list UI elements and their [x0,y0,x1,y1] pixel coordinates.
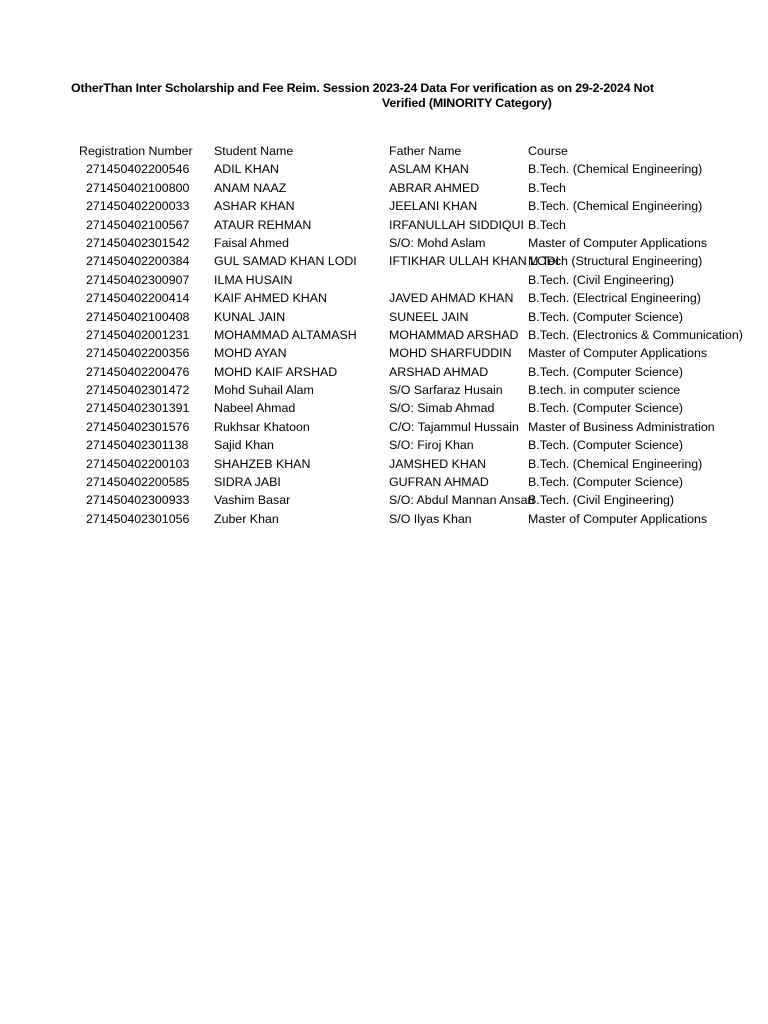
student-name-cell: ILMA HUSAIN [214,272,293,287]
course-cell: B.Tech. (Computer Science) [528,309,683,324]
registration-number-cell: 271450402200585 [86,475,190,490]
father-name-cell: S/O: Abdul Mannan Ansari [389,493,535,508]
registration-number-cell: 271450402300933 [86,493,190,508]
father-name-cell [389,271,526,289]
student-name-cell: Vashim Basar [214,493,291,508]
registration-number-cell: 271450402301138 [86,438,189,453]
table-row [0,234,708,252]
table-row [0,289,701,307]
table-row [0,473,683,491]
student-name-cell: KUNAL JAIN [214,309,286,324]
table-row [0,363,683,381]
student-name-cell: ANAM NAAZ [214,180,287,195]
father-name-cell: ARSHAD AHMAD [389,364,489,379]
registration-number-cell: 271450402200033 [86,199,190,214]
student-name-cell: Zuber Khan [214,511,279,526]
course-cell: B.Tech [528,180,566,195]
registration-number-cell: 271450402300907 [86,272,190,287]
course-cell: B.Tech. (Computer Science) [528,401,683,416]
father-name-cell: ASLAM KHAN [389,162,469,177]
father-name-cell: S/O: Simab Ahmad [389,401,495,416]
course-cell: B.Tech. (Electronics & Communication) [528,327,743,342]
student-table [0,142,743,528]
table-row [0,510,708,528]
registration-number-cell: 271450402200546 [86,162,190,177]
registration-number-cell: 271450402200356 [86,346,190,361]
registration-number-cell: 271450402301391 [86,401,190,416]
father-name-cell: JAVED AHMAD KHAN [389,291,514,306]
registration-number-cell: 271450402301576 [86,419,190,434]
registration-number-cell: 271450402100567 [86,217,190,232]
father-name-cell: JAMSHED KHAN [389,456,487,471]
student-name-cell: ASHAR KHAN [214,199,295,214]
course-cell: Master of Computer Applications [528,235,708,250]
document-title [0,80,768,114]
father-name-cell: MOHD SHARFUDDIN [389,346,512,361]
father-name-cell: JEELANI KHAN [389,199,478,214]
course-cell: B.Tech. (Chemical Engineering) [528,456,703,471]
student-name-cell: GUL SAMAD KHAN LODI [214,254,357,269]
title-line-1: OtherThan Inter Scholarship and Fee Reim. Session 2023-24 Data For verification as on 29-2-2024 Not [71,81,654,95]
student-name-cell: Sajid Khan [214,438,274,453]
table-row [0,197,703,215]
registration-number-cell: 271450402200103 [86,456,190,471]
registration-number-cell: 271450402200414 [86,291,190,306]
student-name-cell: ADIL KHAN [214,162,279,177]
course-cell: B.Tech. (Computer Science) [528,475,683,490]
course-cell: B.Tech. (Electrical Engineering) [528,291,701,306]
table-row [0,399,683,417]
father-name-cell: MOHAMMAD ARSHAD [389,327,519,342]
table-row [0,344,708,362]
student-name-cell: MOHD KAIF ARSHAD [214,364,338,379]
table-row [0,436,683,454]
course-cell: B.Tech. (Computer Science) [528,438,683,453]
course-cell: B.Tech [528,217,566,232]
table-row [0,308,683,326]
student-name-cell: Faisal Ahmed [214,235,290,250]
student-name-cell: Nabeel Ahmad [214,401,296,416]
student-name-cell: KAIF AHMED KHAN [214,291,327,306]
father-name-cell: IRFANULLAH SIDDIQUI [389,217,524,232]
course-cell: B.Tech. (Civil Engineering) [528,493,674,508]
header-course: Course [528,144,568,158]
header-father-name: Father Name [389,144,462,158]
registration-number-cell: 271450402200476 [86,364,190,379]
course-cell: M.Tech (Structural Engineering) [528,254,703,269]
table-row [0,160,703,178]
registration-number-cell: 271450402301056 [86,511,190,526]
father-name-cell: S/O Sarfaraz Husain [389,383,503,398]
student-name-cell: MOHD AYAN [214,346,287,361]
registration-number-cell: 271450402301542 [86,235,190,250]
table-row [0,491,674,509]
title-line-2: Verified (MINORITY Category) [382,96,552,110]
father-name-cell: S/O: Mohd Aslam [389,235,486,250]
registration-number-cell: 271450402100408 [86,309,190,324]
student-name-cell: Mohd Suhail Alam [214,383,314,398]
student-name-cell: ATAUR REHMAN [214,217,312,232]
course-cell: Master of Business Administration [528,419,715,434]
registration-number-cell: 271450402200384 [86,254,190,269]
table-row [0,179,645,197]
father-name-cell: S/O: Firoj Khan [389,438,474,453]
registration-number-cell: 271450402301472 [86,383,190,398]
course-cell: B.tech. in computer science [528,383,681,398]
student-name-cell: MOHAMMAD ALTAMASH [214,327,357,342]
table-row [0,418,715,436]
student-name-cell: SIDRA JABI [214,475,281,490]
father-name-cell: IFTIKHAR ULLAH KHAN LODI [389,254,560,269]
table-row [0,252,703,270]
header-student-name: Student Name [214,144,294,158]
registration-number-cell: 271450402001231 [86,327,190,342]
table-row [0,216,645,234]
registration-number-cell: 271450402100800 [86,180,190,195]
table-row [0,271,674,289]
course-cell: B.Tech. (Computer Science) [528,364,683,379]
course-cell: B.Tech. (Chemical Engineering) [528,199,703,214]
table-header-row [0,142,645,160]
student-name-cell: Rukhsar Khatoon [214,419,310,434]
table-row [0,455,703,473]
course-cell: B.Tech. (Civil Engineering) [528,272,674,287]
table-row [0,326,743,344]
student-name-cell: SHAHZEB KHAN [214,456,311,471]
course-cell: Master of Computer Applications [528,346,708,361]
header-registration-number: Registration Number [79,144,193,158]
course-cell: Master of Computer Applications [528,511,708,526]
father-name-cell: SUNEEL JAIN [389,309,469,324]
father-name-cell: C/O: Tajammul Hussain [389,419,519,434]
father-name-cell: S/O Ilyas Khan [389,511,472,526]
course-cell: B.Tech. (Chemical Engineering) [528,162,703,177]
table-row [0,381,681,399]
father-name-cell: GUFRAN AHMAD [389,475,489,490]
father-name-cell: ABRAR AHMED [389,180,480,195]
